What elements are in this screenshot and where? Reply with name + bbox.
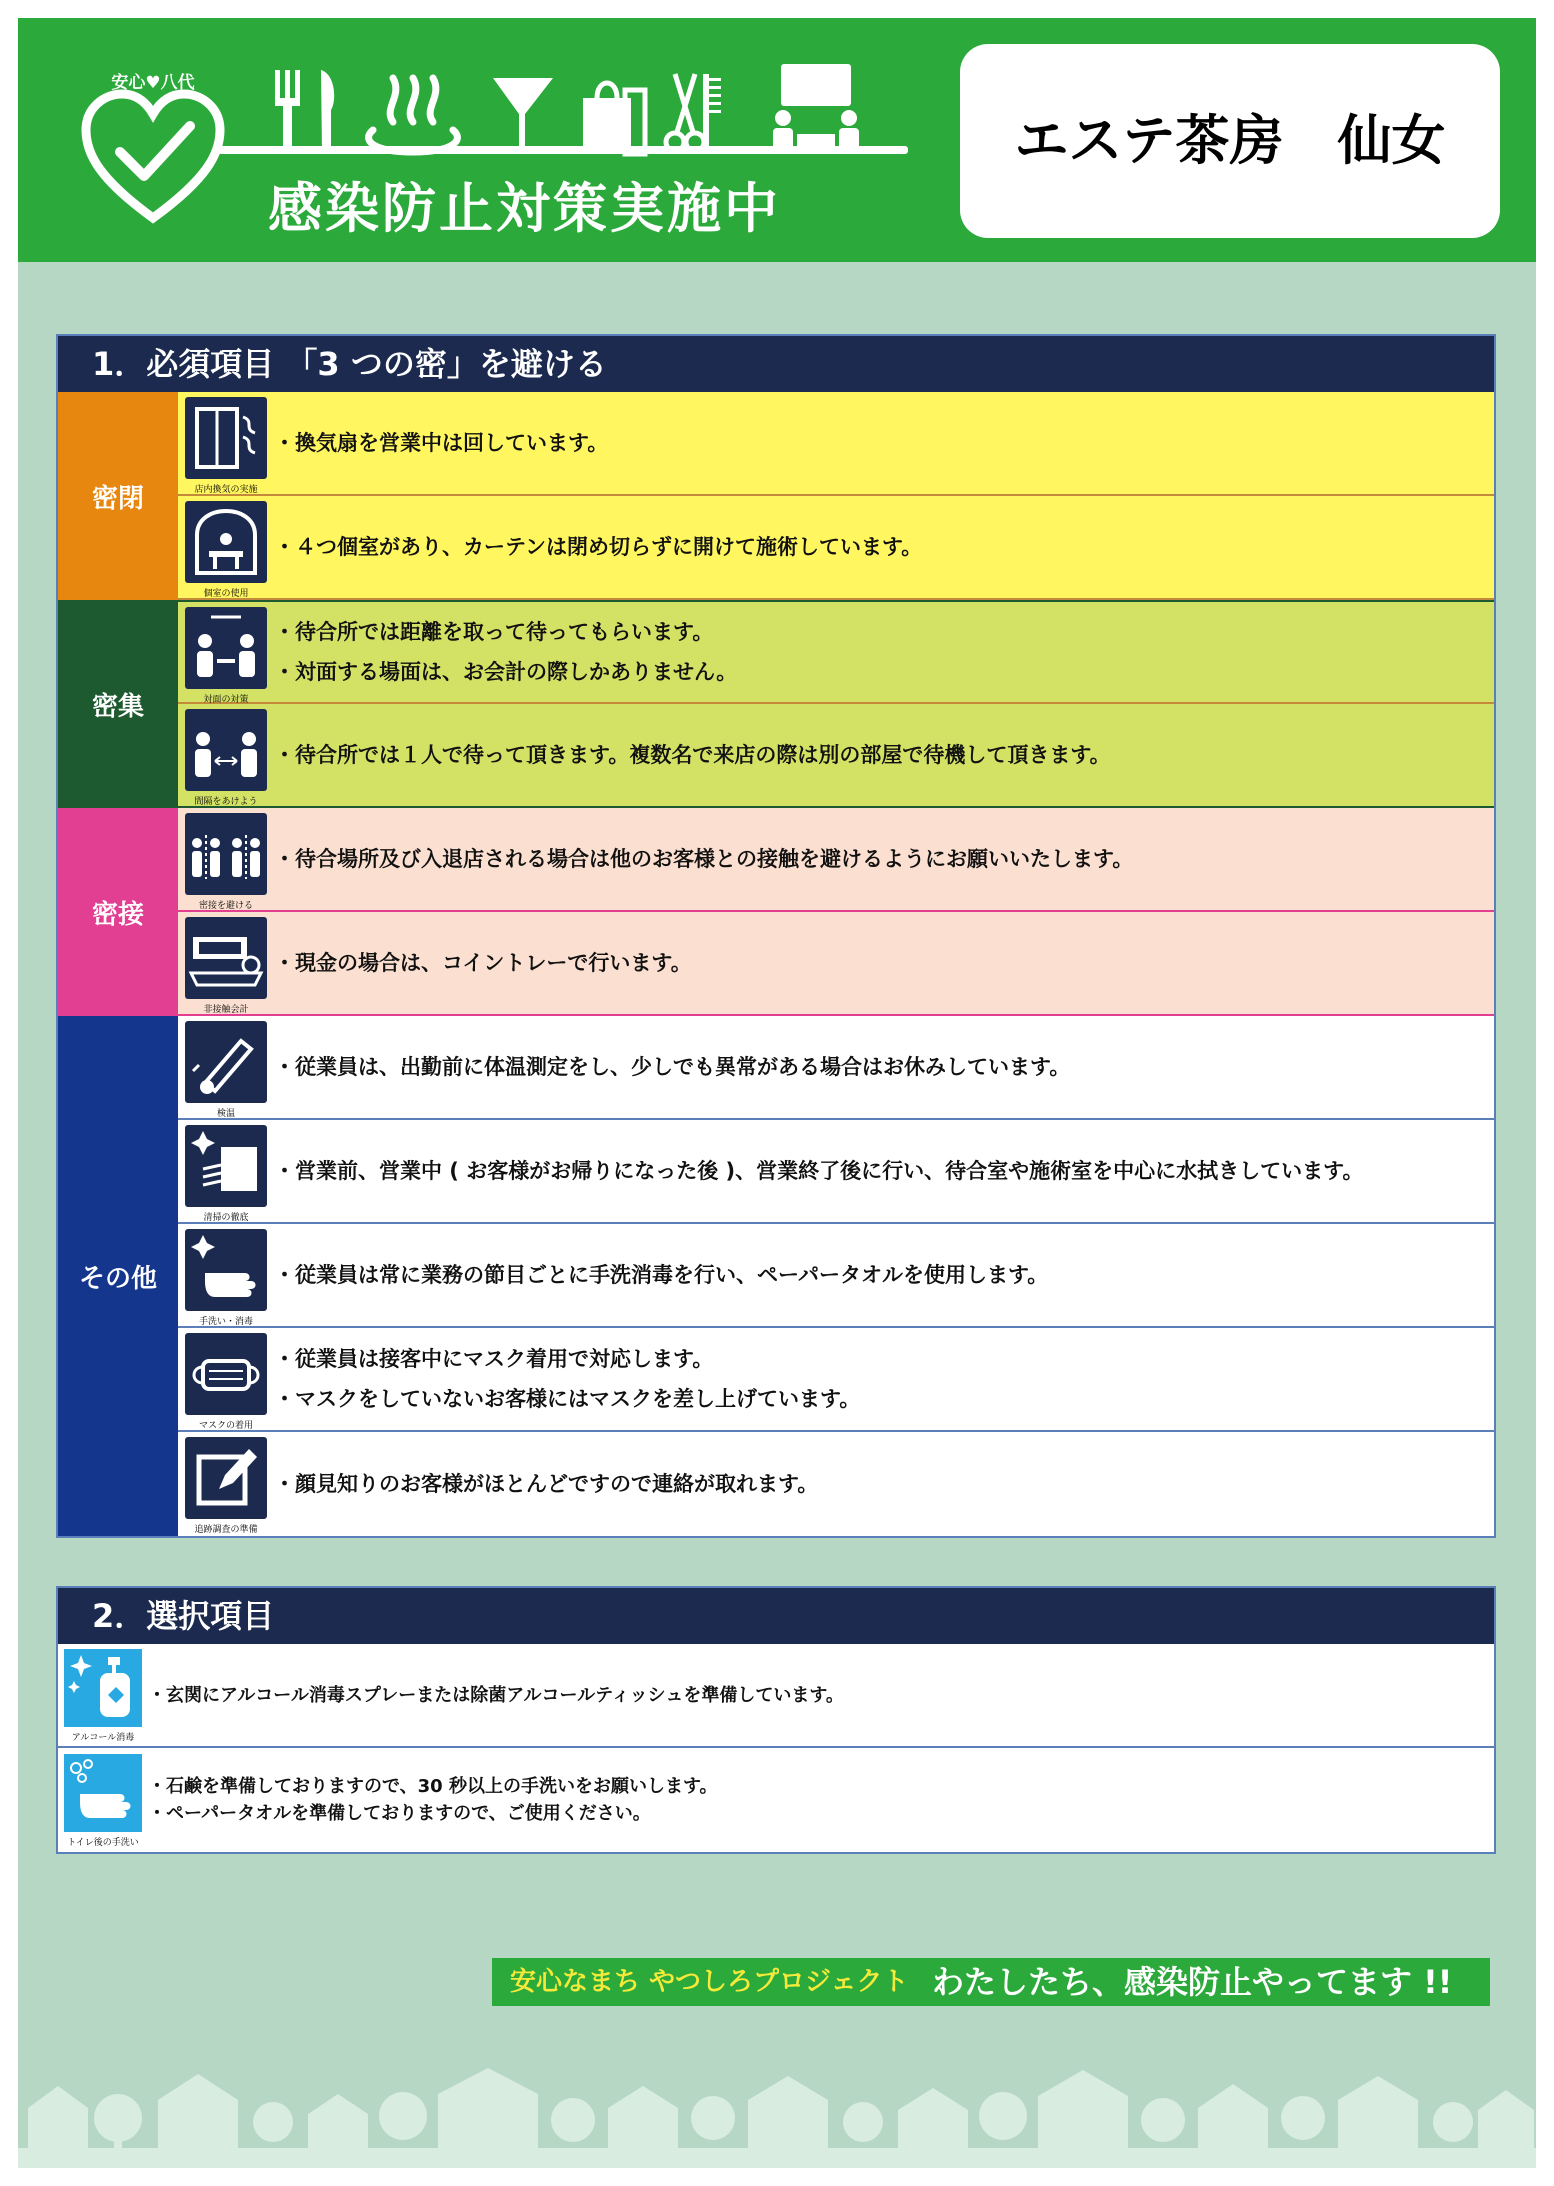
group-closed-space xyxy=(58,392,1494,600)
row-text-line: ・営業前、営業中 ( お客様がお帰りになった後 )、営業終了後に行い、待合室や施術室を中心に水拭きしています。 xyxy=(274,1159,1364,1183)
row-text-line: ・４つ個室があり、カーテンは閉め切らずに開けて施術しています。 xyxy=(274,535,923,559)
group-close-contact xyxy=(58,808,1494,1016)
group-other xyxy=(58,1016,1494,1536)
icon-caption: 対面の対策 xyxy=(203,695,249,705)
row-text-line: ・対面する場面は、お会計の際しかありません。 xyxy=(274,660,738,684)
row-text-line: ・換気扇を営業中は回しています。 xyxy=(274,431,609,455)
avoid-contact-icon xyxy=(185,813,267,895)
group-label-other: その他 xyxy=(58,1016,178,1536)
section-optional xyxy=(56,1586,1496,1854)
section-optional-title: 2．選択項目 xyxy=(58,1588,1494,1644)
toilet-handwash-icon xyxy=(64,1754,142,1832)
header-divider xyxy=(218,146,908,154)
private-room-icon xyxy=(185,501,267,583)
row-text-line: ・従業員は、出勤前に体温測定をし、少しでも異常がある場合はお休みしています。 xyxy=(274,1055,1071,1079)
row-face-to-face xyxy=(178,600,1494,704)
group-label-crowded: 密集 xyxy=(58,600,178,808)
fork-knife-icon xyxy=(275,70,334,154)
thermometer-icon xyxy=(185,1021,267,1103)
group-crowded xyxy=(58,600,1494,808)
row-contact-tracing xyxy=(178,1432,1494,1536)
row-mask xyxy=(178,1328,1494,1432)
icon-caption: マスクの着用 xyxy=(198,1421,253,1431)
icon-caption: 密接を避ける xyxy=(198,901,253,911)
meeting-icon xyxy=(773,64,859,154)
shop-name: エステ茶房 仙女 xyxy=(1014,109,1446,172)
logo-text: 安心♥八代 xyxy=(111,73,195,93)
section-required-title: 1．必須項目 「3 つの密」を避ける xyxy=(58,336,1494,392)
icon-caption: 非接触会計 xyxy=(203,1005,249,1015)
row-private-room xyxy=(178,496,1494,600)
hot-spring-icon xyxy=(369,78,458,152)
townscape-illustration xyxy=(18,2038,1536,2168)
footer-slogan: わたしたち、感染防止やってます !! xyxy=(932,1963,1453,2001)
alcohol-spray-icon xyxy=(64,1649,142,1727)
row-text-line: ・待合場所及び入退店される場合は他のお客様との接触を避けるようにお願いいたします。 xyxy=(274,847,1134,871)
icon-caption: 間隔をあけよう xyxy=(194,797,258,807)
row-text-line: ・玄関にアルコール消毒スプレーまたは除菌アルコールティッシュを準備しています。 xyxy=(148,1684,844,1706)
cleaning-icon xyxy=(185,1125,267,1207)
row-toilet-handwash xyxy=(58,1748,1494,1852)
header-title: 感染防止対策実施中 xyxy=(268,177,781,240)
row-coin-tray xyxy=(178,912,1494,1016)
distance-icon xyxy=(185,709,267,791)
icon-caption: トイレ後の手洗い xyxy=(67,1838,139,1848)
shopping-bag-icon xyxy=(583,83,645,154)
row-text-line: ・従業員は常に業務の節目ごとに手洗消毒を行い、ペーパータオルを使用します。 xyxy=(274,1263,1049,1287)
icon-caption: 検温 xyxy=(216,1109,235,1119)
icon-caption: 追跡調査の準備 xyxy=(194,1525,258,1535)
row-text-line: ・待合所では１人で待って頂きます。複数名で来店の際は別の部屋で待機して頂きます。 xyxy=(274,743,1111,767)
page xyxy=(18,18,1536,2168)
row-hand-wash xyxy=(178,1224,1494,1328)
contact-tracing-icon xyxy=(185,1437,267,1519)
header-banner xyxy=(18,18,1536,262)
icon-caption: 清掃の徹底 xyxy=(203,1213,249,1223)
footer-slogan-band xyxy=(492,1958,1490,2006)
row-cleaning xyxy=(178,1120,1494,1224)
footer-project: 安心なまち やつしろプロジェクト xyxy=(510,1967,909,1997)
group-label-contact: 密接 xyxy=(58,808,178,1016)
cocktail-icon xyxy=(493,78,553,154)
hand-wash-icon xyxy=(185,1229,267,1311)
row-ventilation xyxy=(178,392,1494,496)
shop-name-box xyxy=(960,44,1500,238)
row-avoid-contact xyxy=(178,808,1494,912)
icon-caption: 手洗い・消毒 xyxy=(198,1317,253,1327)
mask-icon xyxy=(185,1333,267,1415)
row-alcohol xyxy=(58,1644,1494,1748)
icon-caption: アルコール消毒 xyxy=(71,1733,135,1743)
face-to-face-icon xyxy=(185,607,267,689)
scissors-comb-icon xyxy=(666,74,721,154)
contactless-payment-icon xyxy=(185,917,267,999)
row-text-line: ・従業員は接客中にマスク着用で対応します。 xyxy=(274,1347,714,1371)
row-text-line: ・顔見知りのお客様がほとんどですので連絡が取れます。 xyxy=(274,1472,819,1496)
facility-icons-row xyxy=(263,60,883,160)
section-required xyxy=(56,334,1496,1538)
ventilation-icon xyxy=(185,397,267,479)
group-label-closed: 密閉 xyxy=(58,392,178,600)
anshin-yatsushiro-logo xyxy=(78,68,228,228)
icon-caption: 店内換気の実施 xyxy=(194,485,258,495)
icon-caption: 個室の使用 xyxy=(203,589,249,599)
row-text-line: ・マスクをしていないお客様にはマスクを差し上げています。 xyxy=(274,1387,861,1411)
row-text-line: ・現金の場合は、コイントレーで行います。 xyxy=(274,951,692,975)
row-distance xyxy=(178,704,1494,808)
row-text-line: ・ペーパータオルを準備しておりますので、ご使用ください。 xyxy=(148,1803,651,1824)
row-text-line: ・待合所では距離を取って待ってもらいます。 xyxy=(274,620,714,644)
row-text-line: ・石鹸を準備しておりますので、30 秒以上の手洗いをお願いします。 xyxy=(148,1776,718,1797)
row-temperature xyxy=(178,1016,1494,1120)
